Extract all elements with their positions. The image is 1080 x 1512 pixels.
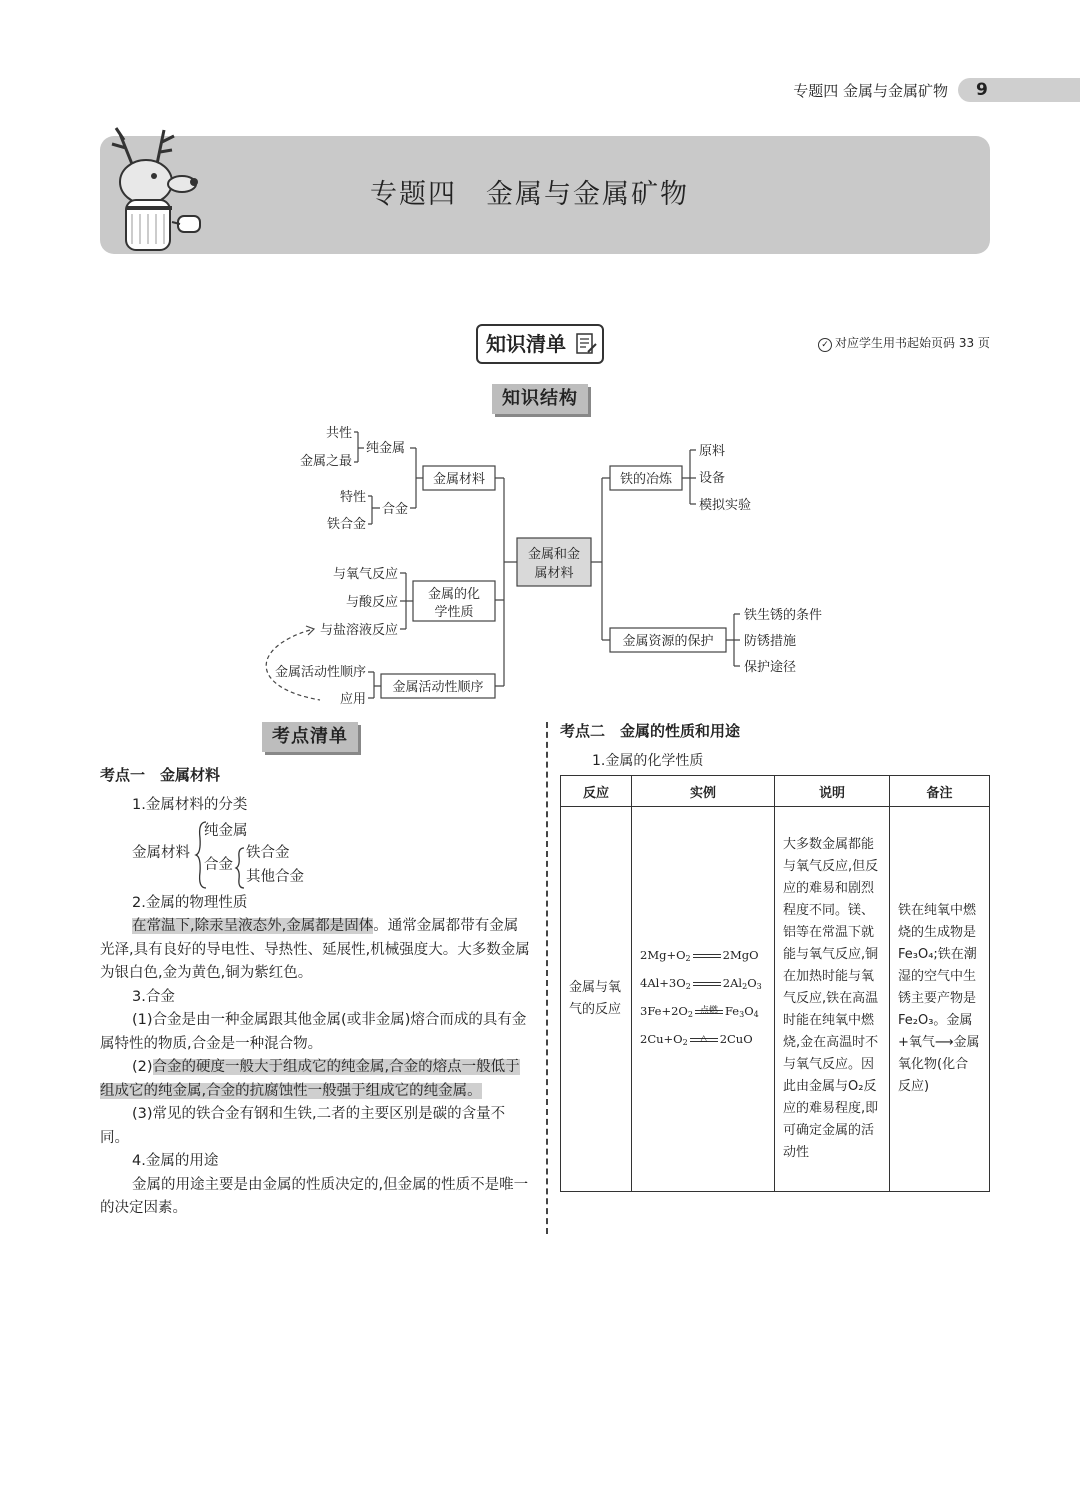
mindmap-label-iron-alloy: 铁合金: [326, 517, 366, 532]
cls-root: 金属材料: [132, 844, 190, 861]
cls-other-alloy: 其他合金: [246, 868, 304, 885]
column-divider: [546, 722, 548, 1234]
alloy-p2-highlight: 合金的硬度一般大于组成它的纯金属,合金的熔点一般低于组成它的纯金属,合金的抗腐蚀性一般强于组成它的纯金属。: [100, 1059, 520, 1099]
check-circle-icon: ✓: [818, 338, 832, 352]
mindmap-label-activity-series-child: 金属活动性顺序: [274, 665, 366, 680]
mindmap-label-alloy: 合金: [382, 502, 409, 517]
mindmap-label-application: 应用: [339, 692, 366, 707]
mindmap-label-activity-series: 金属活动性顺序: [392, 680, 484, 695]
notebook-icon: [574, 332, 598, 356]
page-number: 9: [976, 80, 988, 100]
knowledge-mind-map: [250, 420, 850, 710]
section-alloy-title: 3.合金: [132, 988, 175, 1005]
mindmap-label-iron-smelting: 铁的冶炼: [619, 472, 673, 487]
mindmap-label-metal-materials: 金属材料: [432, 472, 486, 487]
mindmap-label-chemical-properties-1: 金属的化: [427, 587, 481, 602]
cls-iron-alloy: 铁合金: [246, 844, 290, 861]
mindmap-label-salt-reaction: 与盐溶液反应: [319, 623, 398, 638]
cell-equations: [632, 807, 775, 1192]
mindmap-label-rust-conditions: 铁生锈的条件: [744, 608, 823, 623]
brace-small-icon: [234, 846, 246, 890]
chemical-properties-table: [560, 775, 990, 1192]
cell-remark: 铁在纯氧中燃烧的生成物是Fe₃O₄;铁在潮湿的空气中生锈主要产物是Fe₂O₃。金属+氧气⟶金属氧化物(化合反应): [890, 807, 990, 1192]
knowledge-list-badge: [476, 324, 604, 364]
cell-explanation: 大多数金属都能与氧气反应,但反应的难易和剧烈程度不同。镁、铝等在常温下就能与氧气反应,铜在加热时能与氧气反应,铁在高温时能在纯氧中燃烧,金在高温时不与氧气反应。因此由金属与O₂反应的难易程度,即可确定金属的活动性: [775, 807, 890, 1192]
mindmap-label-common-property: 共性: [325, 426, 352, 441]
header-example: 实例: [632, 776, 775, 807]
mindmap-label-raw-materials: 原料: [699, 444, 726, 459]
cell-reaction: 金属与氧气的反应: [561, 807, 632, 1192]
alloy-paragraph-3: (3)常见的铁合金有钢和生铁,二者的主要区别是碳的含量不同。: [100, 1106, 506, 1146]
header-remark: 备注: [890, 776, 990, 807]
exam-point-1-body: [100, 794, 532, 1221]
page-reference-text: 对应学生用书起始页码 33 页: [835, 336, 990, 350]
mindmap-center-line1: 金属和金: [527, 547, 581, 562]
equation-al: $4Al+3O_2$ $2Al_2O_3$: [640, 976, 762, 991]
knowledge-list-label: 知识清单: [486, 332, 566, 356]
physical-properties-paragraph: [100, 915, 532, 986]
alloy-p2-prefix: (2): [132, 1059, 153, 1075]
exam-point-2-title: 考点二 金属的性质和用途: [560, 722, 741, 740]
deer-mascot-icon: [102, 124, 212, 264]
exam-point-1-title: 考点一 金属材料: [100, 766, 221, 784]
mindmap-label-resource-protection: 金属资源的保护: [622, 634, 714, 649]
section-physical-title: 2.金属的物理性质: [132, 894, 248, 911]
header-reaction: 反应: [561, 776, 632, 807]
alloy-paragraph-2: [100, 1056, 532, 1103]
mindmap-center-line2: 属材料: [534, 566, 574, 581]
equation-cu: $2Cu+O_2$ △ 2CuO: [640, 1032, 753, 1047]
uses-paragraph: 金属的用途主要是由金属的性质决定的,但金属的性质不是唯一的决定因素。: [100, 1176, 529, 1216]
classification-diagram: [132, 820, 532, 890]
equation-fe: $3Fe+2O_2$ 点燃 $Fe_3O_4$: [640, 1004, 759, 1019]
running-header-topic: 专题四 金属与金属矿物: [793, 82, 948, 100]
physical-rest: 。通常金属都带有金属光泽,具有良好的导电性、导热性、延展性,机械强度大。大多数金属为银白色,金为黄色,铜为紫红色。: [100, 918, 530, 981]
mindmap-label-pure-metal: 纯金属: [366, 441, 406, 456]
mindmap-label-acid-reaction: 与酸反应: [345, 595, 398, 610]
mindmap-label-equipment: 设备: [699, 471, 726, 486]
mindmap-label-metal-extremes: 金属之最: [299, 454, 352, 469]
mindmap-label-rust-prevention: 防锈措施: [744, 634, 797, 649]
page-number-tab: [958, 78, 1080, 102]
running-header: [0, 76, 1080, 104]
chemical-properties-subtitle: 1.金属的化学性质: [592, 753, 704, 769]
knowledge-structure-heading: 知识结构: [492, 384, 588, 414]
alloy-paragraph-1: (1)合金是由一种金属跟其他金属(或非金属)熔合而成的具有金属特性的物质,合金是一种混合物。: [100, 1012, 527, 1052]
mindmap-label-oxygen-reaction: 与氧气反应: [332, 567, 398, 582]
chapter-title: 专题四 金属与金属矿物: [370, 179, 689, 210]
mindmap-label-protection-routes: 保护途径: [744, 660, 797, 675]
cls-pure-metal: 纯金属: [204, 822, 248, 839]
page-reference-note: [818, 334, 990, 352]
exam-points-heading: 考点清单: [262, 722, 358, 752]
equation-mg: $2Mg+O_2$ 2MgO: [640, 948, 759, 963]
mindmap-label-simulation: 模拟实验: [699, 498, 752, 513]
mindmap-label-chemical-properties-2: 学性质: [434, 605, 474, 620]
physical-highlight: 在常温下,除汞呈液态外,金属都是固体: [132, 918, 374, 934]
chapter-banner: [100, 136, 990, 254]
cls-alloy: 合金: [204, 856, 233, 873]
header-explanation: 说明: [775, 776, 890, 807]
table-row: [561, 807, 990, 1192]
mindmap-label-characteristics: 特性: [339, 490, 366, 505]
section-classification-title: 1.金属材料的分类: [132, 797, 248, 813]
section-uses-title: 4.金属的用途: [132, 1153, 219, 1169]
table-header-row: [561, 776, 990, 807]
